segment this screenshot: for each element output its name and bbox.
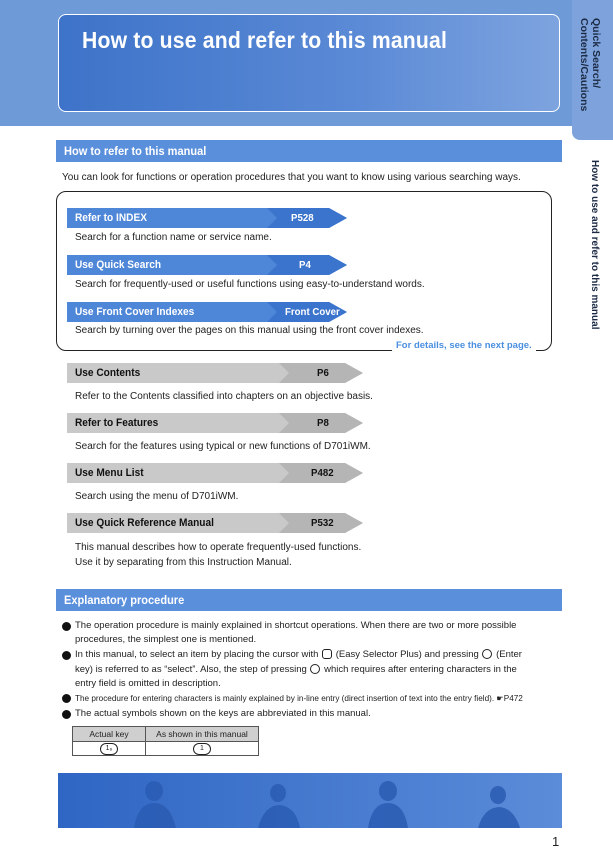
contents-bar[interactable]: Use Contents P6 xyxy=(67,363,363,383)
section-heading-explanatory: Explanatory procedure xyxy=(56,589,562,611)
menu-list-desc: Search using the menu of D701iWM. xyxy=(75,491,239,502)
quick-search-bar[interactable]: Use Quick Search P4 xyxy=(67,255,347,275)
bullet-1-line-1: The operation procedure is mainly explained in shortcut operations. When there are two or more possible xyxy=(75,620,517,631)
side-tab-quick-search-label: Quick Search/ Contents/Cautions xyxy=(578,18,602,112)
bullet-2-line-3: entry field is omitted in description. xyxy=(75,678,221,689)
section-intro: You can look for functions or operation procedures that you want to know using various searching ways. xyxy=(62,172,521,183)
key-1-abbrev-icon: 1 xyxy=(193,743,211,755)
side-tab-current-label: How to use and refer to this manual xyxy=(589,160,600,330)
table-header: As shown in this manual xyxy=(146,727,259,742)
table-cell xyxy=(146,742,259,756)
refer-index-desc: Search for a function name or service name. xyxy=(75,232,272,243)
bullet-icon xyxy=(62,694,71,703)
bullet-icon xyxy=(62,651,71,660)
details-note[interactable]: For details, see the next page. xyxy=(392,340,536,351)
page-number: 1 xyxy=(552,834,560,849)
key-1-actual-icon: 1₆ xyxy=(100,743,118,755)
contents-desc: Refer to the Contents classified into chapters on an objective basis. xyxy=(75,391,373,402)
page-title: How to use and refer to this manual xyxy=(82,27,448,53)
footer-illustration-band xyxy=(58,773,562,828)
bullet-icon xyxy=(62,622,71,631)
easy-selector-icon xyxy=(322,649,332,659)
table-cell xyxy=(73,742,146,756)
section-heading-refer: How to refer to this manual xyxy=(56,140,562,162)
bullet-2-line-2: key) is referred to as “select”. Also, the step of pressing which requires after entering characters in the xyxy=(75,664,517,675)
refer-index-bar[interactable]: Refer to INDEX P528 xyxy=(67,208,347,228)
features-bar[interactable]: Refer to Features P8 xyxy=(67,413,363,433)
people-silhouettes-icon xyxy=(58,773,562,828)
bullet-2-line-1: In this manual, to select an item by placing the cursor with (Easy Selector Plus) and pressing (Enter xyxy=(75,649,522,660)
features-desc: Search for the features using typical or new functions of D701iWM. xyxy=(75,441,371,452)
enter-key-icon xyxy=(310,664,320,674)
quick-search-desc: Search for frequently-used or useful functions using easy-to-understand words. xyxy=(75,279,425,290)
front-cover-bar[interactable]: Use Front Cover Indexes Front Cover xyxy=(67,302,347,322)
table-header: Actual key xyxy=(73,727,146,742)
bullet-1-line-2: procedures, the simplest one is mentioned. xyxy=(75,634,257,645)
quick-reference-bar[interactable]: Use Quick Reference Manual P532 xyxy=(67,513,363,533)
front-cover-desc: Search by turning over the pages on this manual using the front cover indexes. xyxy=(75,325,424,336)
bullet-3: The procedure for entering characters is mainly explained by in-line entry (direct insertion of text into the entry field). ☛P472 xyxy=(75,694,523,703)
bullet-4: The actual symbols shown on the keys are abbreviated in this manual. xyxy=(75,708,371,719)
menu-list-bar[interactable]: Use Menu List P482 xyxy=(67,463,363,483)
bullet-icon xyxy=(62,710,71,719)
quick-reference-desc-2: Use it by separating from this Instruction Manual. xyxy=(75,557,292,568)
quick-reference-desc: This manual describes how to operate frequently-used functions. xyxy=(75,542,362,553)
key-symbol-table xyxy=(72,726,259,756)
enter-key-icon xyxy=(482,649,492,659)
